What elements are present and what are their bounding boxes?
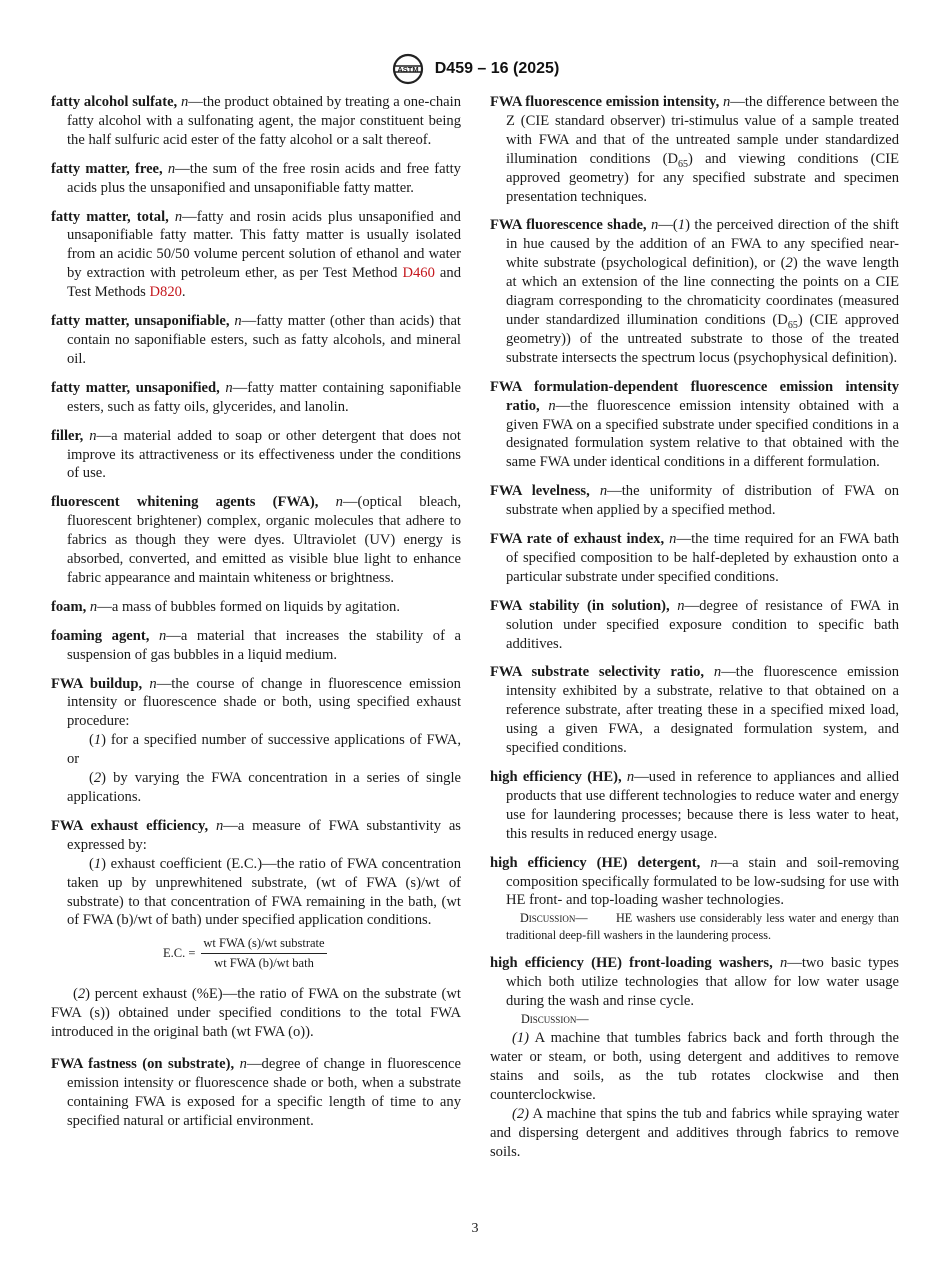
part-of-speech: n (713, 664, 722, 681)
item-number: (1) (512, 1030, 530, 1047)
entry-fatty-alcohol-sulfate (51, 93, 461, 150)
part-of-speech: n (651, 217, 659, 234)
entry-foam (51, 598, 461, 617)
item-number: 1 (93, 732, 102, 749)
definition: —a material added to soap or other detergent that does not improve its attractiveness or its effectiveness under the conditions of use. (67, 427, 461, 482)
term: filler, (51, 427, 84, 444)
term: FWA stability (in solution), (490, 597, 670, 614)
part-of-speech: n (89, 598, 98, 615)
item-number: 2 (77, 986, 86, 1003)
definition: —the uniformity of distribution of FWA on substrate when applied by a specified method. (506, 483, 899, 519)
term: fatty alcohol sulfate, (51, 94, 178, 110)
reference-link-d460[interactable]: D460 (402, 265, 435, 282)
definition-continued: and Test Methods (67, 265, 461, 301)
item-text: A machine that tumbles fabrics back and forth through the water or steam, or both, using detergent and additives to remove stains and soils, as the tub rotates clockwise and then counterclockwise. (490, 1030, 899, 1103)
entry-fwa-buildup (51, 675, 461, 732)
definition: —the course of change in fluorescence emission intensity or fluorescence shade or both, using specified exhaust procedure: (67, 675, 461, 730)
term: FWA fastness (on substrate), (51, 1056, 235, 1073)
subscript: 65 (678, 158, 688, 170)
definition: —the fluorescence emission intensity obtained with a given FWA on a specified substrate under specified conditions in a designated formulation system relative to that obtained with the same FWA under identical conditions in a different formulation. (506, 397, 900, 471)
entry-high-efficiency (490, 768, 899, 844)
exhaust-coefficient-formula (163, 936, 461, 971)
term: FWA fluorescence emission intensity, (490, 94, 720, 110)
item-text: A machine that spins the tub and fabrics while spraying water and dispersing detergent and additives through fabrics to remove soils. (490, 1105, 899, 1160)
term: FWA rate of exhaust index, (490, 531, 665, 548)
item-text: for a specified number of successive applications of FWA, or (67, 732, 461, 768)
entry-fatty-matter-unsaponifiable (51, 312, 461, 369)
part-of-speech: n (626, 769, 635, 785)
item-text: exhaust coefficient (E.C.)—the ratio of FWA concentration taken up by unprewhitened substrate, (wt of FWA (s)/wt of substrate) to that concentration of FWA remaining in the bath, (wt of FWA (b)/wt of bath) under specified application conditions. (67, 855, 461, 929)
part-of-speech: n (225, 379, 233, 396)
part-of-speech: n (677, 597, 685, 614)
entry-fwa-rate-of-exhaust (490, 530, 899, 587)
part-of-speech: n (335, 494, 343, 511)
entry-filler (51, 427, 461, 484)
definition: —degree of resistance of FWA in solution under specified exposure condition to specific bath additives. (506, 597, 899, 652)
part-of-speech: n (180, 94, 189, 110)
reference-link-d820[interactable]: D820 (149, 284, 182, 301)
definition: —fatty matter (other than acids) that contain no saponifiable esters, such as fatty alcohols, and mineral oil. (67, 313, 461, 367)
definition-continued: ) the perceived direction of the shift in hue caused by the addition of an FWA to any specified near-white substrate (psychological definition), or ( (506, 217, 899, 272)
definition: —( (658, 217, 678, 234)
entry-fluorescent-whitening-agents (51, 493, 461, 588)
definition-end: . (181, 284, 186, 301)
astm-logo-icon (391, 53, 425, 85)
part-of-speech: n (174, 208, 183, 225)
entry-fatty-matter-unsaponified (51, 379, 461, 417)
entry-fatty-matter-free (51, 160, 461, 198)
formula-numerator: wt FWA (s)/wt substrate (201, 936, 326, 954)
entry-fwa-substrate-selectivity (490, 663, 899, 758)
definition: —(optical bleach, fluorescent brightener) complex, organic molecules that adhere to fabrics as though they were dyes. Ultraviolet (UV) energy is absorbed, converted, and emitted as visible blue light to enhance fabric appearance and maintain whiteness or brightness. (67, 494, 461, 586)
definition-continued: ) the wave length at which an extension of the line connecting the points on a CIE diagram corresponding to the chromaticity coordinates (measured under standardized illumination conditions (D (506, 255, 899, 328)
part-of-speech: n (239, 1056, 247, 1073)
definition: —a stain and soil-removing composition specifically formulated to be low-sudsing for use with HE front- and top-loading washer technologies. (506, 854, 899, 909)
definition: —the sum of the free rosin acids and free fatty acids plus the unsaponified and unsaponifiable fatty matter. (67, 160, 461, 196)
entry-fwa-levelness (490, 482, 899, 520)
term: high efficiency (HE) front-loading washers, (490, 955, 773, 972)
left-column (51, 93, 461, 1141)
part-of-speech: n (669, 531, 677, 548)
definition: —the product obtained by treating a one-chain fatty alcohol with a sulfonating agent, the major constituent being the half sulfuric acid ester of the fatty alcohol or a salt thereof. (67, 94, 461, 148)
entry-fwa-fluorescence-shade (490, 216, 899, 367)
term: foam, (51, 598, 87, 615)
entry-fwa-formulation-ratio (490, 378, 899, 473)
term: fatty matter, unsaponified, (51, 379, 220, 396)
part-of-speech: n (89, 427, 97, 444)
item-text: by varying the FWA concentration in a series of single applications. (67, 770, 461, 805)
definition: —the difference between the Z (CIE standard observer) tri-stimulus value of a sample treated with FWA and that of the untreated sample under standardized illumination conditions (D (506, 94, 899, 167)
definition: —a measure of FWA substantivity as expressed by: (67, 817, 461, 853)
definition: —two basic types which both utilize technologies that allow for low water usage during the wash and rinse cycle. (506, 955, 899, 1010)
item-number: 1 (93, 855, 102, 872)
part-of-speech: n (167, 160, 176, 177)
fwa-exhaust-item-1: (1) exhaust coefficient (E.C.)—the ratio of FWA concentration taken up by unprewhitened substrate, (wt of FWA (s)/wt of substrate) to that concentration of FWA remaining in the bath, (wt of FWA (b)/wt of bath) under specified application conditions. (67, 855, 461, 929)
formula-denominator: wt FWA (b)/wt bath (214, 956, 314, 971)
page-number: 3 (471, 1221, 479, 1236)
part-of-speech: n (710, 854, 718, 871)
discussion-label: Discussion— (520, 911, 588, 926)
entry-he-front-loading (490, 954, 899, 1011)
part-of-speech: n (215, 817, 224, 834)
definition: —fatty matter containing saponifiable esters, such as fatty oils, glycerides, and lanolin. (67, 379, 462, 415)
term: fatty matter, unsaponifiable, (51, 313, 230, 330)
he-front-item-1 (490, 1029, 899, 1105)
entry-fwa-stability (490, 597, 899, 654)
term: high efficiency (HE), (490, 769, 622, 785)
discussion-text: HE washers use considerably less water and energy than traditional deep-fill washers in the laundering process. (506, 911, 899, 943)
entry-he-detergent (490, 854, 899, 911)
item-number: 1 (677, 217, 686, 234)
definition: —the time required for an FWA bath of specified composition to be half-depleted by exhaustion onto a particular substrate under specified conditions. (506, 531, 900, 585)
definition: —fatty and rosin acids plus unsaponified and unsaponifiable fatty matter. This fatty matter is usually isolated from an acidic 50/50 volume percent solution of ethanol and water by extraction with petroleum ether, as per Test Method (67, 208, 461, 282)
he-front-discussion-label: Discussion— (521, 1012, 589, 1027)
part-of-speech: n (149, 675, 157, 692)
term: fluorescent whitening agents (FWA), (51, 494, 319, 511)
term: foaming agent, (51, 627, 150, 644)
entry-fwa-fluorescence-emission-intensity (490, 93, 899, 206)
term: FWA formulation-dependent fluorescence emission intensity ratio, (490, 378, 899, 414)
term: FWA substrate selectivity ratio, (490, 664, 705, 681)
definition: —the fluorescence emission intensity exhibited by a substrate, relative to that obtained on a reference substrate, after treating these in a specified mixed load, using a given FWA, a designated formulation system, and specified conditions. (506, 664, 899, 757)
item-number: (2) (512, 1105, 530, 1122)
part-of-speech: n (599, 483, 608, 500)
term: FWA levelness, (490, 483, 590, 500)
entry-fwa-exhaust-efficiency (51, 817, 461, 855)
formula-lhs: E.C. = (163, 946, 196, 961)
document-id: D459 – 16 (2025) (434, 60, 560, 77)
term: high efficiency (HE) detergent, (490, 854, 701, 871)
fwa-buildup-item-2: (2) by varying the FWA concentration in a series of single applications. (67, 770, 461, 805)
definition-continued: ) and viewing conditions (CIE approved geometry) for any specified substrate and specimen presentation techniques. (506, 150, 899, 205)
page-header (0, 52, 950, 86)
entry-fwa-fastness (51, 1055, 461, 1131)
right-column (490, 93, 899, 1171)
item-number: 2 (785, 255, 793, 272)
definition: —used in reference to appliances and allied products that use different technologies to reduce water and energy use for laundering processes; because there is less water to heat, this results in reduced energy usage. (506, 769, 899, 842)
item-text: percent exhaust (%E)—the ratio of FWA on the substrate (wt FWA (s)) obtained under specified conditions to the total FWA introduced in the original bath (wt FWA (o)). (51, 986, 461, 1041)
definition: —a mass of bubbles formed on liquids by agitation. (97, 598, 400, 615)
definition-end: ) (CIE approved geometry)) of the untreated substrate to those of the treated substrate intersects the spectrum locus (psychophysical definition). (506, 311, 900, 366)
formula-fraction (201, 936, 326, 971)
part-of-speech: n (158, 627, 167, 644)
term: FWA exhaust efficiency, (51, 817, 209, 834)
logo-text: ASTM (397, 64, 419, 74)
fwa-exhaust-item-2: (2) percent exhaust (%E)—the ratio of FWA on the substrate (wt FWA (s)) obtained under specified conditions to the total FWA introduced in the original bath (wt FWA (o)). (51, 986, 461, 1041)
term: FWA buildup, (51, 675, 143, 692)
subscript: 65 (787, 319, 798, 331)
definition: —a material that increases the stability of a suspension of gas bubbles in a liquid medium. (67, 627, 461, 663)
fwa-buildup-item-1: (1) for a specified number of successive applications of FWA, or (67, 732, 461, 768)
term: FWA fluorescence shade, (490, 217, 647, 234)
he-detergent-discussion (506, 910, 899, 944)
part-of-speech: n (722, 94, 731, 110)
item-number: 2 (93, 770, 102, 787)
part-of-speech: n (779, 955, 788, 972)
entry-foaming-agent (51, 627, 461, 665)
part-of-speech: n (548, 397, 556, 414)
he-front-item-2 (490, 1105, 899, 1162)
term: fatty matter, free, (51, 160, 163, 177)
entry-fatty-matter-total (51, 208, 461, 303)
term: fatty matter, total, (51, 208, 169, 225)
definition: —degree of change in fluorescence emission intensity or fluorescence shade or both, when a substrate containing FWA is exposed for a specific length of time to any specified natural or artificial environment. (67, 1056, 462, 1129)
part-of-speech: n (234, 313, 242, 330)
